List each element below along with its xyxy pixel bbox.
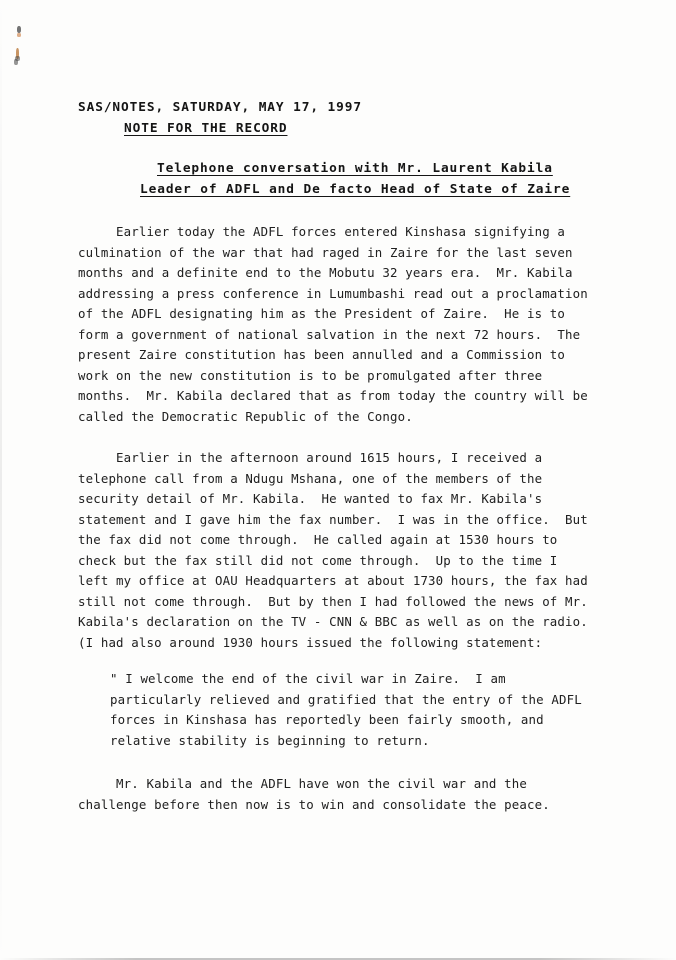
- paragraph-2: [78, 448, 618, 653]
- text-line: Mr. Kabila and the ADFL have won the civil war and the: [78, 776, 527, 791]
- text-line: form a government of national salvation in the next 72 hours. The: [78, 326, 581, 342]
- text-line: present Zaire constitution has been annulled and a Commission to: [78, 347, 566, 362]
- text-line: forces in Kinshasa has reportedly been fairly smooth, and: [110, 712, 544, 727]
- scan-speck-icon: [17, 33, 21, 37]
- text-line: work on the new constitution is to be promulgated after three: [78, 367, 543, 383]
- text-line: Earlier today the ADFL forces entered Kinshasa signifying a: [78, 224, 566, 239]
- text-line: statement and I gave him the fax number. I was in the office. But: [78, 511, 588, 527]
- text-line: culmination of the war that had raged in Zaire for the last seven: [78, 244, 573, 260]
- text-line: relative stability is beginning to return.: [110, 732, 430, 748]
- paragraph-4: [78, 774, 618, 815]
- text-line: months. Mr. Kabila declared that as from today the country will be: [78, 388, 588, 403]
- text-line: of the ADFL designating him as the President of Zaire. He is to: [78, 306, 566, 321]
- text-line: (I had also around 1930 hours issued the following statement:: [78, 634, 543, 650]
- scan-speck-icon: [15, 56, 20, 61]
- text-line: security detail of Mr. Kabila. He wanted to fax Mr. Kabila's: [78, 491, 543, 506]
- paragraph-3-quoted-statement: [110, 669, 620, 751]
- text-line: particularly relieved and gratified that the entry of the ADFL: [110, 691, 582, 707]
- text-line: still not come through. But by then I had followed the news of Mr.: [78, 593, 588, 609]
- paragraph-1: [78, 222, 618, 427]
- scan-speck-icon: [17, 26, 21, 33]
- text-line: challenge before then now is to win and consolidate the peace.: [78, 796, 550, 812]
- scan-edge-left: [0, 0, 2, 960]
- text-line: Earlier in the afternoon around 1615 hours, I received a: [78, 450, 543, 465]
- text-line: left my office at OAU Headquarters at about 1730 hours, the fax had: [78, 573, 588, 588]
- text-line: check but the fax still did not come through. Up to the time I: [78, 552, 558, 568]
- document-header: SAS/NOTES, SATURDAY, MAY 17, 1997: [78, 100, 362, 115]
- text-line: addressing a press conference in Lumumbashi read out a proclamation: [78, 285, 588, 301]
- document-title-line-2: Leader of ADFL and De facto Head of State of Zaire: [140, 182, 571, 197]
- text-line: the fax did not come through. He called again at 1530 hours to: [78, 532, 558, 547]
- text-line: called the Democratic Republic of the Congo.: [78, 408, 413, 424]
- document-subheader: NOTE FOR THE RECORD: [124, 121, 288, 136]
- text-line: Kabila's declaration on the TV - CNN & BBC as well as on the radio.: [78, 614, 588, 629]
- document-title-line-1: Telephone conversation with Mr. Laurent Kabila: [157, 161, 553, 176]
- text-line: telephone call from a Ndugu Mshana, one of the members of the: [78, 470, 543, 486]
- text-line: " I welcome the end of the civil war in Zaire. I am: [110, 671, 506, 686]
- text-line: months and a definite end to the Mobutu 32 years era. Mr. Kabila: [78, 265, 573, 280]
